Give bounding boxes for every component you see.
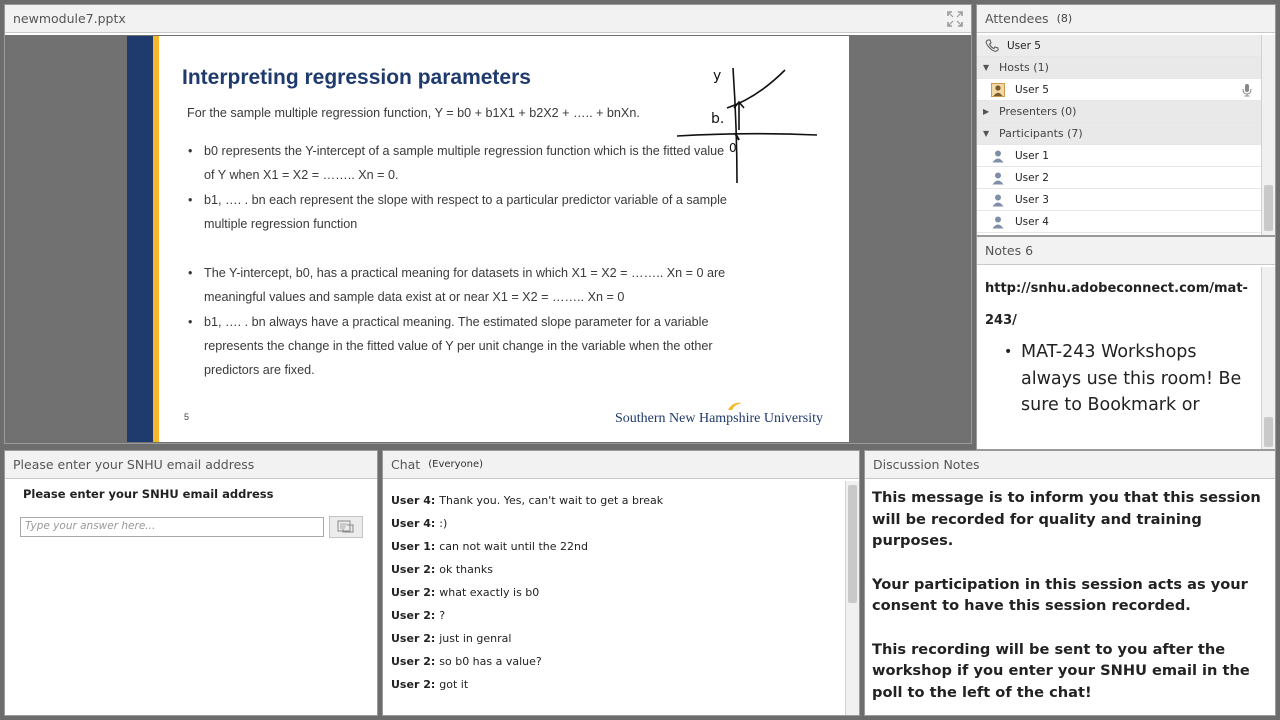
share-file-name: newmodule7.pptx: [13, 11, 126, 26]
chat-message: User 2: just in genral: [391, 632, 512, 645]
attendee-row[interactable]: User 3: [977, 189, 1261, 211]
poll-answer-input[interactable]: Type your answer here...: [20, 517, 324, 537]
notes-pod: [976, 236, 1276, 450]
chat-message: User 4: Thank you. Yes, can't wait to get a break: [391, 494, 664, 507]
participant-icon: [991, 149, 1005, 163]
collapsed-triangle-icon: ▶: [983, 107, 990, 116]
slide-bullet-1-line-2: of Y when X1 = X2 = …….. Xn = 0.: [204, 168, 399, 182]
scrollbar-thumb[interactable]: [1264, 185, 1273, 231]
slide-gold-bar: [153, 36, 159, 442]
hand-drawn-annotation: [667, 48, 837, 198]
participant-icon: [991, 171, 1005, 185]
group-presenters[interactable]: ▶ Presenters (0): [977, 101, 1261, 123]
slide-bullet-4-line-2: represents the change in the fitted value of Y per unit change in the variable when the other: [204, 339, 713, 353]
chat-message: User 2: ok thanks: [391, 563, 493, 576]
participant-icon: [991, 215, 1005, 229]
notes-header: [977, 237, 1275, 265]
host-icon: [991, 83, 1005, 97]
chat-message: User 2: got it: [391, 678, 469, 691]
slide-bullet-3-line-1: • The Y-intercept, b0, has a practical meaning for datasets in which X1 = X2 = …….. Xn = 0 are: [188, 266, 726, 280]
drawing-label-y: y: [713, 68, 722, 84]
share-pod: [4, 4, 972, 444]
slide-bullet-1-line-1: • b0 represents the Y-intercept of a sample multiple regression function which is the fitted value: [188, 144, 725, 158]
attendees-title: Attendees: [985, 11, 1049, 26]
poll-pod: [4, 450, 378, 716]
discussion-paragraph: This recording will be sent to you after the workshop if you enter your SNHU email in the poll to the left of the chat!: [872, 640, 1250, 701]
slide-navy-bar: [127, 36, 153, 442]
attendees-scrollbar[interactable]: [1261, 35, 1275, 235]
send-icon: [337, 520, 355, 534]
phone-icon: [985, 39, 999, 53]
attendees-count: (8): [1056, 12, 1073, 25]
discussion-paragraph: Your participation in this session acts as your consent to have this session recorded.: [872, 575, 1248, 614]
slide-bullet-4-line-1: • b1, …. . bn always have a practical meaning. The estimated slope parameter for a variable: [188, 315, 709, 329]
poll-header: [5, 451, 377, 479]
chat-message: User 2: what exactly is b0: [391, 586, 540, 599]
drawing-label-zero: 0: [729, 141, 737, 155]
discussion-title: Discussion Notes: [873, 457, 980, 472]
group-hosts[interactable]: ▼ Hosts (1): [977, 57, 1261, 79]
chat-scope[interactable]: (Everyone): [428, 459, 484, 470]
presentation-slide: [127, 36, 849, 442]
slide-bullet-2-line-2: multiple regression function: [204, 217, 358, 231]
notes-bullet: • MAT-243 Workshops always use this room! Be sure to Bookmark or: [985, 339, 1253, 419]
expanded-triangle-icon: ▼: [983, 129, 990, 138]
attendee-row[interactable]: User 5: [977, 79, 1261, 101]
slide-bullet-2-line-1: • b1, …. . bn each represent the slope with respect to a particular predictor variable of a sample: [188, 193, 727, 207]
slide-bullet-4-line-3: predictors are fixed.: [204, 363, 315, 377]
chat-message: User 1: can not wait until the 22nd: [391, 540, 588, 553]
snhu-logo: Southern New Hampshire University: [615, 411, 823, 427]
logo-flame-icon: [727, 401, 743, 411]
slide-bullet-3-line-2: meaningful values and sample data exist at or near X1 = X2 = …….. Xn = 0: [204, 290, 625, 304]
poll-question: Please enter your SNHU email address: [23, 487, 274, 501]
participant-icon: [991, 193, 1005, 207]
scrollbar-thumb[interactable]: [848, 485, 857, 603]
microphone-icon[interactable]: [1241, 83, 1253, 97]
bullet-dot: •: [188, 144, 193, 158]
notes-link[interactable]: http://snhu.adobeconnect.com/mat-243/: [985, 281, 1248, 328]
discussion-body: [872, 487, 1272, 716]
fullscreen-icon[interactable]: [947, 11, 963, 27]
bullet-dot: •: [188, 193, 193, 207]
share-pod-header: [5, 5, 971, 33]
chat-title: Chat: [391, 457, 421, 472]
bullet-dot: •: [188, 266, 193, 280]
share-stage: [5, 35, 971, 443]
attendee-row[interactable]: User 2: [977, 167, 1261, 189]
notes-scrollbar[interactable]: [1261, 267, 1275, 449]
attendee-row[interactable]: User 1: [977, 145, 1261, 167]
group-participants[interactable]: ▼ Participants (7): [977, 123, 1261, 145]
attendee-row[interactable]: User 4: [977, 211, 1261, 233]
slide-title: Interpreting regression parameters: [182, 66, 531, 89]
poll-send-button[interactable]: [329, 516, 363, 538]
bullet-dot: •: [188, 315, 193, 329]
chat-message: User 4: :): [391, 517, 448, 530]
slide-intro: For the sample multiple regression function, Y = b0 + b1X1 + b2X2 + ….. + bnXn.: [187, 106, 640, 120]
chat-message: User 2: ?: [391, 609, 446, 622]
chat-scrollbar[interactable]: [845, 481, 859, 715]
discussion-notes-pod: [864, 450, 1276, 716]
chat-messages: [383, 481, 844, 715]
attendee-list: [977, 35, 1261, 233]
chat-pod: [382, 450, 860, 716]
chat-message: User 2: so b0 has a value?: [391, 655, 542, 668]
discussion-header: [865, 451, 1275, 479]
notes-title: Notes 6: [985, 243, 1034, 258]
chat-header: [383, 451, 859, 479]
attendees-pod: [976, 4, 1276, 236]
poll-title: Please enter your SNHU email address: [13, 457, 255, 472]
attendees-header: [977, 5, 1275, 33]
scrollbar-thumb[interactable]: [1264, 417, 1273, 447]
my-status-row[interactable]: User 5: [977, 35, 1261, 57]
drawing-label-b: b.: [711, 111, 725, 127]
notes-body[interactable]: [977, 267, 1261, 449]
expanded-triangle-icon: ▼: [983, 63, 990, 72]
slide-page-number: 5: [184, 412, 190, 422]
discussion-paragraph: This message is to inform you that this session will be recorded for quality and training purposes.: [872, 489, 1261, 549]
